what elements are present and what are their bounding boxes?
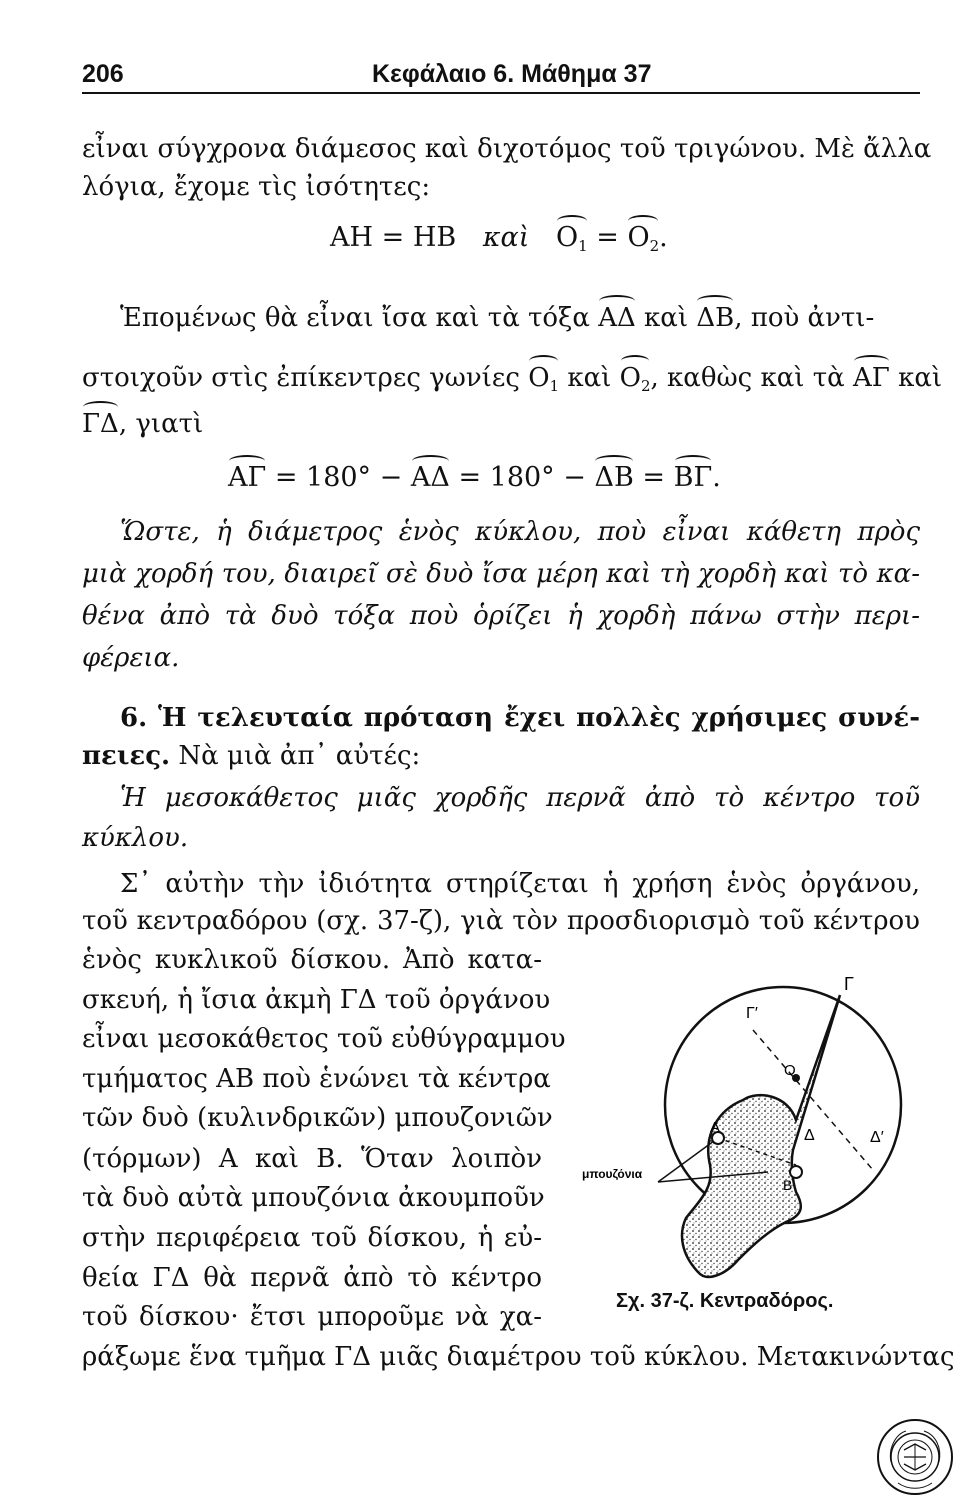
theorem-line: Ὥστε, ἡ διάμετρος ἑνὸς κύκλου, ποὺ εἶναι κάθετη πρὸς [120, 517, 920, 547]
theorem-line: Ἡ μεσοκάθετος μιᾶς χορδῆς περνᾶ ἀπὸ τὸ κέντρο τοῦ [120, 783, 920, 813]
text-line: ἑνὸς κυκλικοῦ δίσκου. Ἀπὸ κατα- [82, 945, 542, 975]
text-line: σκευή, ἡ ἴσια ἀκμὴ ΓΔ τοῦ ὀργάνου [82, 985, 551, 1015]
angle-o1: $O_1$ [555, 222, 588, 255]
text-line: Σ᾽ αὐτὴν τὴν ἰδιότητα στηρίζεται ἡ χρήση ἑνὸς ὀργάνου, [120, 869, 920, 899]
instrument-body [682, 995, 840, 1277]
theorem-line: μιὰ χορδή του, διαιρεῖ σὲ δυὸ ἴσα μέρη καὶ τὴ χορδὴ καὶ τὸ κα- [82, 559, 920, 589]
theorem-line: φέρεια. [82, 643, 180, 673]
label-mpouzonia: μπουζόνια [582, 1167, 643, 1181]
label-d-prime: Δ′ [870, 1129, 884, 1146]
text-line: τμήματος ΑΒ ποὺ ἑνώνει τὰ κέντρα [82, 1064, 551, 1094]
theorem-line: θένα ἀπὸ τὰ δυὸ τόξα ποὺ ὁρίζει ἡ χορδὴ πάνω στὴν περι- [82, 601, 920, 631]
center-finder-figure [578, 960, 938, 1300]
page-header [82, 58, 920, 94]
arc-ad: ΑΔ [410, 462, 450, 493]
text-line: πειες. Νὰ μιὰ ἀπ᾽ αὐτές: [82, 741, 421, 771]
eq-segments: ΑΗ = ΗΒ [330, 222, 457, 253]
text-line: ράξωμε ἕνα τμῆμα ΓΔ μιᾶς διαμέτρου τοῦ κύκλου. Μετακινώντας [82, 1342, 955, 1372]
page-number: 206 [82, 60, 124, 88]
label-d: Δ [804, 1127, 815, 1144]
arc-db: ΔΒ [594, 462, 634, 493]
arc-ad: ΑΔ [598, 303, 636, 333]
text-line: στὴν περιφέρεια τοῦ δίσκου, ἡ εὐ- [82, 1223, 542, 1253]
foundation-seal [876, 1418, 954, 1496]
arc-ag: ΑΓ [228, 462, 267, 493]
section-heading: 6. Ἡ τελευταία πρόταση ἔχει πολλὲς χρήσιμες συνέ- [120, 703, 920, 733]
text-line: τὰ δυὸ αὐτὰ μπουζόνια ἀκουμποῦν [82, 1183, 545, 1213]
label-a: Α [710, 1119, 721, 1136]
eq-conj: καὶ [482, 222, 530, 253]
text-line: ΓΔ, γιατὶ [82, 409, 204, 439]
arc-bg: ΒΓ [673, 462, 713, 493]
text-line: τοῦ κεντραδόρου (σχ. 37-ζ), γιὰ τὸν προσδιορισμὸ τοῦ κέντρου [82, 906, 920, 936]
text-line: λόγια, ἔχομε τὶς ἰσότητες: [82, 172, 431, 202]
text-line: τῶν δυὸ (κυλινδρικῶν) μπουζονιῶν [82, 1103, 553, 1133]
text-line: τοῦ δίσκου· ἔτσι μποροῦμε νὰ χα- [82, 1302, 542, 1332]
running-head: Κεφάλαιο 6. Μάθημα 37 [372, 60, 652, 88]
text-line: εἶναι μεσοκάθετος τοῦ εὐθύγραμμου [82, 1024, 566, 1054]
figure-caption: Σχ. 37-ζ. Κεντραδόρος. [616, 1290, 834, 1312]
equation-equal-segments [330, 222, 668, 255]
eq-sign: = [587, 222, 628, 253]
text-line: εἶναι σύγχρονα διάμεσος καὶ διχοτόμος τοῦ τριγώνου. Μὲ ἄλλα [82, 134, 932, 164]
text-line: Ἑπομένως θὰ εἶναι ἴσα καὶ τὰ τόξα ΑΔ καὶ ΔΒ, ποὺ ἀντι- [120, 303, 875, 333]
label-o: O [784, 1062, 796, 1079]
eq-end: . [659, 222, 668, 253]
angle-o1: $O_1$ [528, 362, 559, 402]
equation-arcs: ΑΓ = 180° − ΑΔ = 180° − ΔΒ = ΒΓ. [228, 462, 721, 493]
text-line: θεία ΓΔ θὰ περνᾶ ἀπὸ τὸ κέντρο [82, 1263, 542, 1293]
text-line: (τόρμων) Α καὶ Β. Ὅταν λοιπὸν [82, 1144, 542, 1174]
label-g: Γ [844, 974, 854, 994]
arc-ag: ΑΓ [852, 363, 890, 393]
angle-o2: $O_2$ [627, 222, 660, 255]
angle-o2: $O_2$ [620, 362, 651, 402]
arc-gd: ΓΔ [82, 409, 119, 439]
arc-db: ΔΒ [696, 303, 735, 333]
text-line: στοιχοῦν στὶς ἐπίκεντρες γωνίες $O_1$ καὶ $O_2$, καθὼς καὶ τὰ ΑΓ καὶ [82, 362, 942, 402]
label-g-prime: Γ′ [746, 1005, 758, 1022]
label-b: Β [783, 1177, 793, 1193]
theorem-line: κύκλου. [82, 823, 189, 853]
